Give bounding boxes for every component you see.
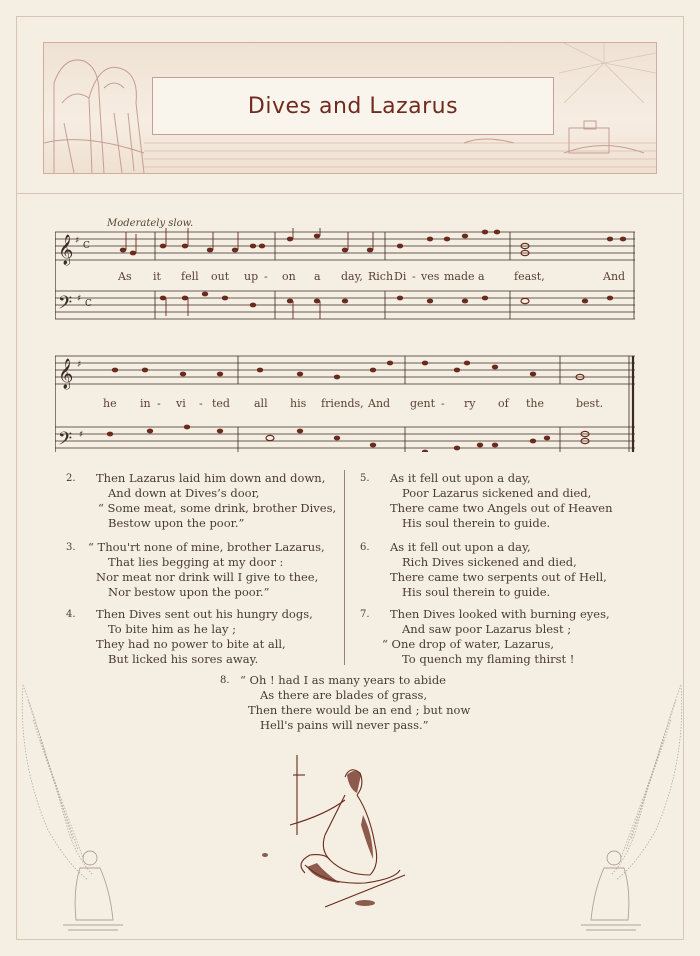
verse-line: Bestow upon the poor.” [108,516,245,530]
verse-line: Hell's pains will never pass.” [260,718,429,732]
verse-number: 7. [360,609,370,620]
lyric-syllable: feast, [514,270,545,283]
verse-line: “ Some meat, some drink, brother Dives, [98,501,337,515]
verse-8 [220,673,471,733]
lyric-syllable: he [103,397,117,410]
verse-line: As it fell out upon a day, [390,471,531,485]
verse-line: Then Dives sent out his hungry dogs, [96,607,313,621]
verse-number: 5. [360,473,370,484]
lyric-syllable: fell [181,270,199,283]
verse-5 [360,471,613,531]
lyric-syllable: - [199,397,203,410]
tempo-marking: Moderately slow. [107,218,194,229]
svg-text:♯: ♯ [79,430,84,440]
lyric-syllable: Rich [368,270,394,283]
svg-text:𝄞: 𝄞 [58,359,74,389]
lyric-syllable: all [254,397,268,410]
left-angel-illustration [18,680,138,940]
verse-line: Nor bestow upon the poor.” [108,585,270,599]
lyric-syllable: his [290,397,307,410]
verse-line: “ Oh ! had I as many years to abide [240,673,446,687]
verse-line: Then Dives looked with burning eyes, [390,607,610,621]
right-angel-illustration [566,680,686,940]
verse-line: His soul therein to guide. [402,516,551,530]
svg-text:𝄢: 𝄢 [58,293,73,318]
lyric-syllable: ves [421,270,440,283]
verse-number: 2. [66,473,76,484]
verse-7 [360,607,610,667]
verse-4 [66,607,313,667]
verse-line: There came two serpents out of Hell, [390,570,607,584]
lyric-syllable: - [157,397,161,410]
verse-line: And saw poor Lazarus blest ; [402,622,572,636]
verse-number: 6. [360,542,370,553]
svg-text:♯: ♯ [75,236,80,246]
verse-line: They had no power to bite at all, [96,637,286,651]
lyric-syllable: - [264,270,268,283]
lyric-syllable: And [368,397,391,410]
verse-number: 3. [66,542,76,553]
lyric-syllable: Di [394,270,407,283]
lyric-syllable: of [498,397,509,410]
lyric-syllable: the [526,397,545,410]
lyric-syllable: out [211,270,230,283]
verse-column-rule [344,470,345,665]
verse-line: Then there would be an end ; but now [248,703,471,717]
lyric-syllable: gent [410,397,436,410]
lyric-syllable: it [153,270,161,283]
verse-line: There came two Angels out of Heaven [390,501,613,515]
verse-line: Nor meat nor drink will I give to thee, [96,570,319,584]
lyric-syllable: vi [176,397,186,410]
svg-text:♯: ♯ [77,360,82,370]
verse-line: Then Lazarus laid him down and down, [96,471,326,485]
verse-line: “ Thou'rt none of mine, brother Lazarus, [88,540,325,554]
verse-line: As it fell out upon a day, [390,540,531,554]
verse-line: To bite him as he lay ; [108,622,236,636]
svg-text:C: C [85,299,92,309]
verse-3 [66,540,325,600]
verse-line: As there are blades of grass, [260,688,428,702]
lyric-syllable: friends, [321,397,364,410]
verse-line: His soul therein to guide. [402,585,551,599]
lyric-syllable: day, [341,270,363,283]
verse-number: 8. [220,675,230,686]
lyric-syllable: - [412,270,416,283]
verse-line: To quench my flaming thirst ! [402,652,575,666]
lyric-syllable: made [444,270,475,283]
lyric-syllable: best. [576,397,604,410]
verse-line: That lies begging at my door : [108,555,284,569]
lyric-syllable: And [603,270,626,283]
verse-line: And down at Dives’s door, [108,486,260,500]
lyric-syllable: a [478,270,485,283]
song-title: Dives and Lazarus [247,93,459,119]
lyric-syllable: As [118,270,132,283]
lyric-syllable: ted [212,397,230,410]
lazarus-illustration [245,755,415,915]
lyric-syllable: - [441,397,445,410]
svg-text:♯: ♯ [77,294,82,304]
verse-line: “ One drop of water, Lazarus, [382,637,555,651]
verse-6 [360,540,607,600]
svg-text:𝄢: 𝄢 [58,429,73,452]
lyric-syllable: up [244,270,259,283]
svg-text:C: C [83,241,90,251]
lyric-syllable: in [140,397,151,410]
lyric-syllable: on [282,270,296,283]
verse-line: Rich Dives sickened and died, [402,555,577,569]
lyric-syllable: ry [464,397,476,410]
verse-line: But licked his sores away. [108,652,259,666]
verse-number: 4. [66,609,76,620]
verse-line: Poor Lazarus sickened and died, [402,486,592,500]
verse-2 [66,471,337,531]
svg-text:𝄞: 𝄞 [58,235,74,265]
lyric-syllable: a [314,270,321,283]
